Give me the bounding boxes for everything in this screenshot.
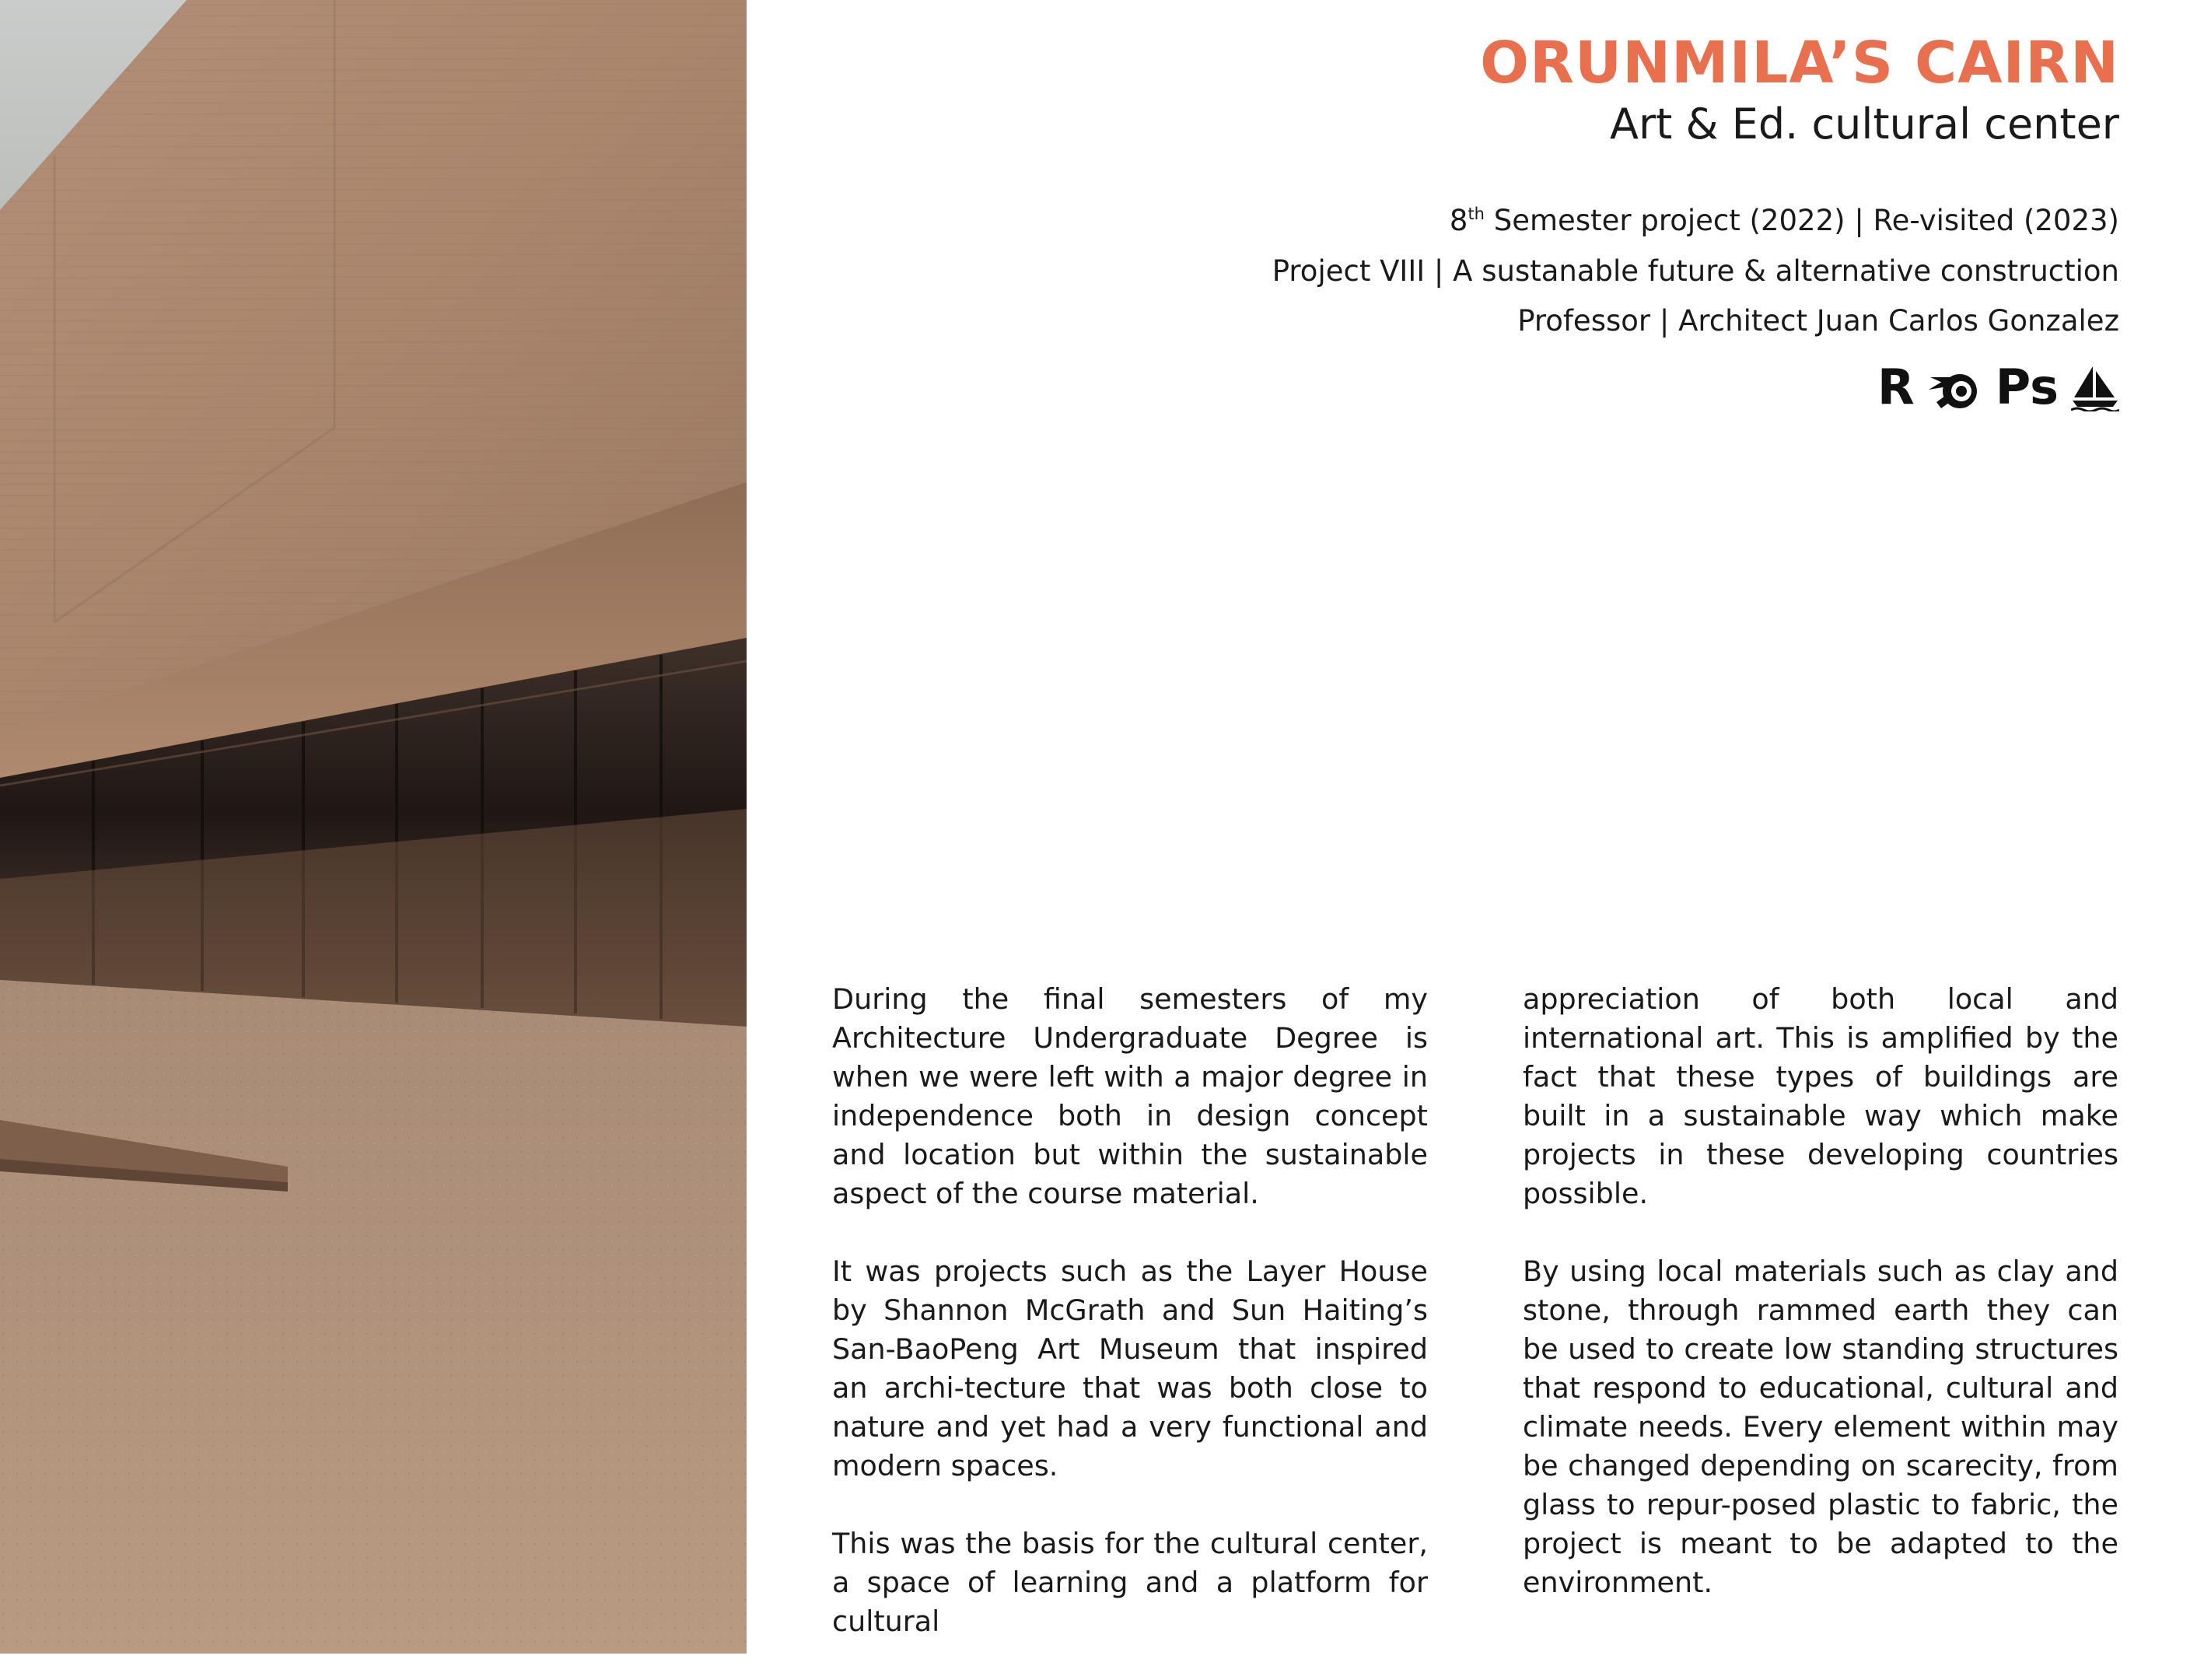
semester-number: 8 [1449,204,1468,237]
photoshop-icon: Ps [1995,359,2059,415]
project-line: Project VIII | A sustanable future & alternative construction [1272,254,2119,288]
professor-line: Professor | Architect Juan Carlos Gonzalez [1517,304,2119,338]
semester-text: Semester project (2022) | Re-visited (2023) [1493,204,2119,237]
hero-building-image [0,0,747,1654]
semester-suffix: th [1468,205,1485,223]
paragraph: By using local materials such as clay and stone, through rammed earth they can be used to create low standing structures that respond to educational, cultural and climate needs. Every element within may be changed depending on scarecity, from glass to repur-posed plastic to fabric, the project is meant to be adapted to the environment. [1523,1255,2118,1599]
paragraph: It was projects such as the Layer House by Shannon McGrath and Sun Haiting’s San-BaoPeng Art Museum that inspired an archi-tecture that was both close to nature and yet had a very functional and modern spaces. [832,1255,1428,1482]
blender-icon [1927,363,1983,411]
project-title: ORUNMILA’S CAIRN [1480,30,2119,96]
semester-line [1450,204,2119,237]
paragraph: appreciation of both local and international art. This is amplified by the fact that these types of buildings are built in a sustainable way which make projects in these developing countries possible. [1523,982,2118,1210]
paragraph: During the final semesters of my Architecture Undergraduate Degree is when we were left with a major degree in independence both in design concept and location but within the sustainable aspect of the course material. [832,982,1428,1210]
software-icons [1877,359,2119,415]
project-subtitle: Art & Ed. cultural center [1610,100,2119,149]
midjourney-icon [2071,363,2119,411]
revit-icon: R [1877,359,1915,415]
body-column-left [832,980,1428,1680]
body-column-right [1523,980,2118,1641]
paragraph: This was the basis for the cultural center, a space of learning and a platform for cultural [832,1527,1428,1638]
